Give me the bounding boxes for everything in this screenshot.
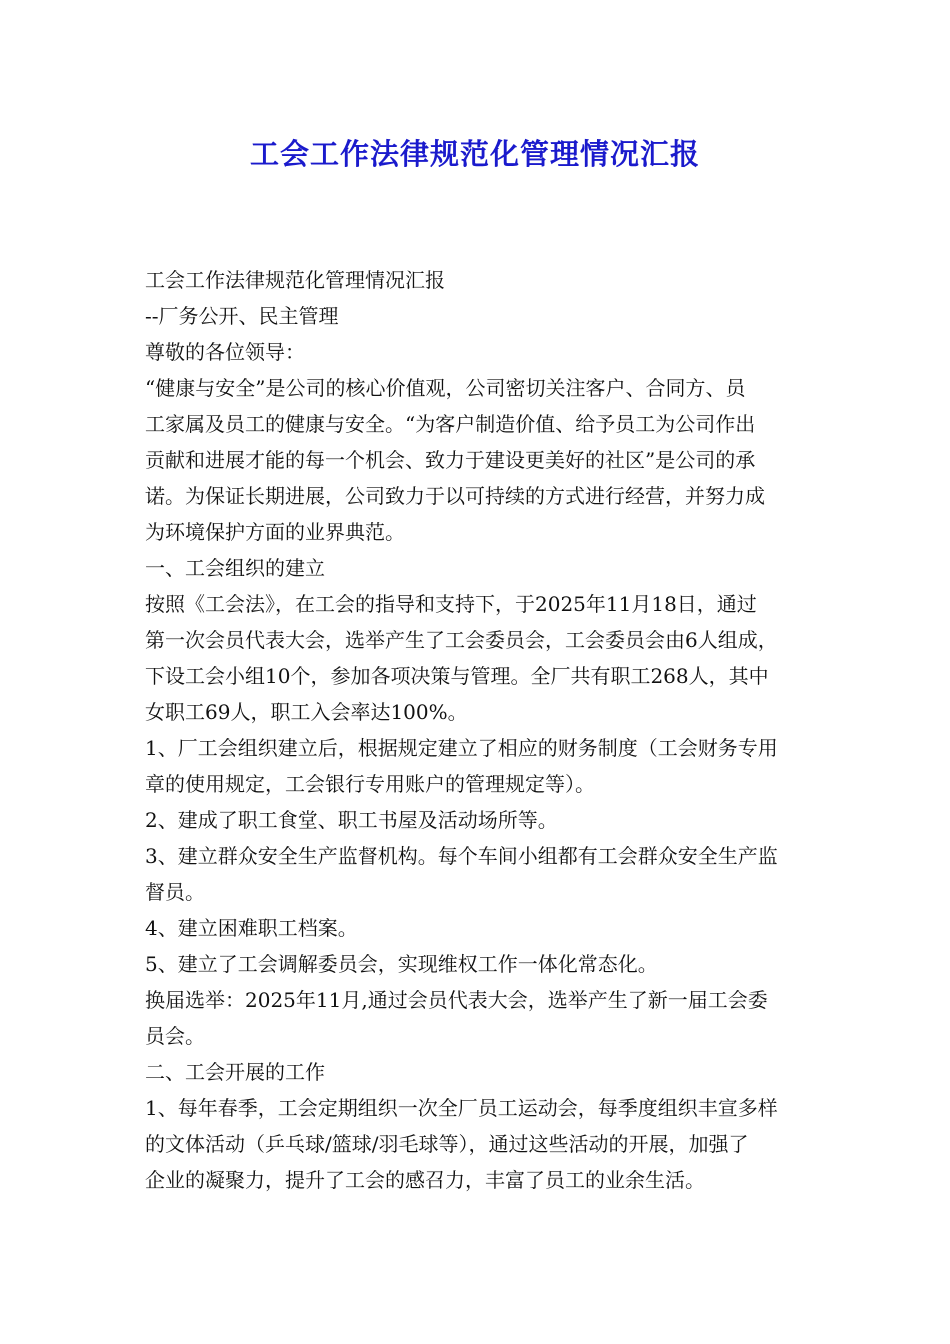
text-line: 尊敬的各位领导：	[145, 340, 305, 364]
text-line: 女职工69人，职工入会率达100%。	[145, 700, 468, 724]
text-line: 诺。为保证长期进展，公司致力于以可持续的方式进行经营，并努力成	[145, 484, 765, 508]
document-title: 工会工作法律规范化管理情况汇报	[249, 137, 700, 171]
text-line: 第一次会员代表大会，选举产生了工会委员会，工会委员会由6人组成，	[145, 628, 778, 652]
section-heading: 一、工会组织的建立	[145, 556, 325, 580]
text-line: 的文体活动（乒乓球/篮球/羽毛球等），通过这些活动的开展，加强了	[145, 1132, 749, 1156]
text-line: “健康与安全”是公司的核心价值观，公司密切关注客户、合同方、员	[145, 376, 746, 400]
text-line: 为环境保护方面的业界典范。	[145, 520, 405, 544]
text-line: 2、建成了职工食堂、职工书屋及活动场所等。	[145, 808, 558, 832]
text-line: 督员。	[145, 880, 205, 904]
text-line: --厂务公开、民主管理	[145, 304, 339, 328]
text-line: 贡献和进展才能的每一个机会、致力于建设更美好的社区”是公司的承	[145, 448, 756, 472]
text-line: 换届选举：2025年11月,通过会员代表大会，选举产生了新一届工会委	[145, 988, 768, 1012]
text-line: 工家属及员工的健康与安全。“为客户制造价值、给予员工为公司作出	[145, 412, 756, 436]
text-line: 员会。	[145, 1024, 205, 1048]
section-heading: 二、工会开展的工作	[145, 1060, 325, 1084]
text-line: 3、建立群众安全生产监督机构。每个车间小组都有工会群众安全生产监	[145, 844, 778, 868]
text-line: 5、建立了工会调解委员会，实现维权工作一体化常态化。	[145, 952, 658, 976]
text-line: 4、建立困难职工档案。	[145, 916, 358, 940]
document-body	[145, 262, 805, 1198]
text-line: 下设工会小组10个，参加各项决策与管理。全厂共有职工268人，其中	[145, 664, 769, 688]
text-line: 1、每年春季，工会定期组织一次全厂员工运动会，每季度组织丰宣多样	[145, 1096, 778, 1120]
text-line: 企业的凝聚力，提升了工会的感召力，丰富了员工的业余生活。	[145, 1168, 705, 1192]
text-line: 1、厂工会组织建立后，根据规定建立了相应的财务制度（工会财务专用	[145, 736, 778, 760]
text-line: 按照《工会法》，在工会的指导和支持下，于2025年11月18日，通过	[145, 592, 757, 616]
text-line: 章的使用规定，工会银行专用账户的管理规定等）。	[145, 772, 595, 796]
text-line: 工会工作法律规范化管理情况汇报	[145, 268, 445, 292]
